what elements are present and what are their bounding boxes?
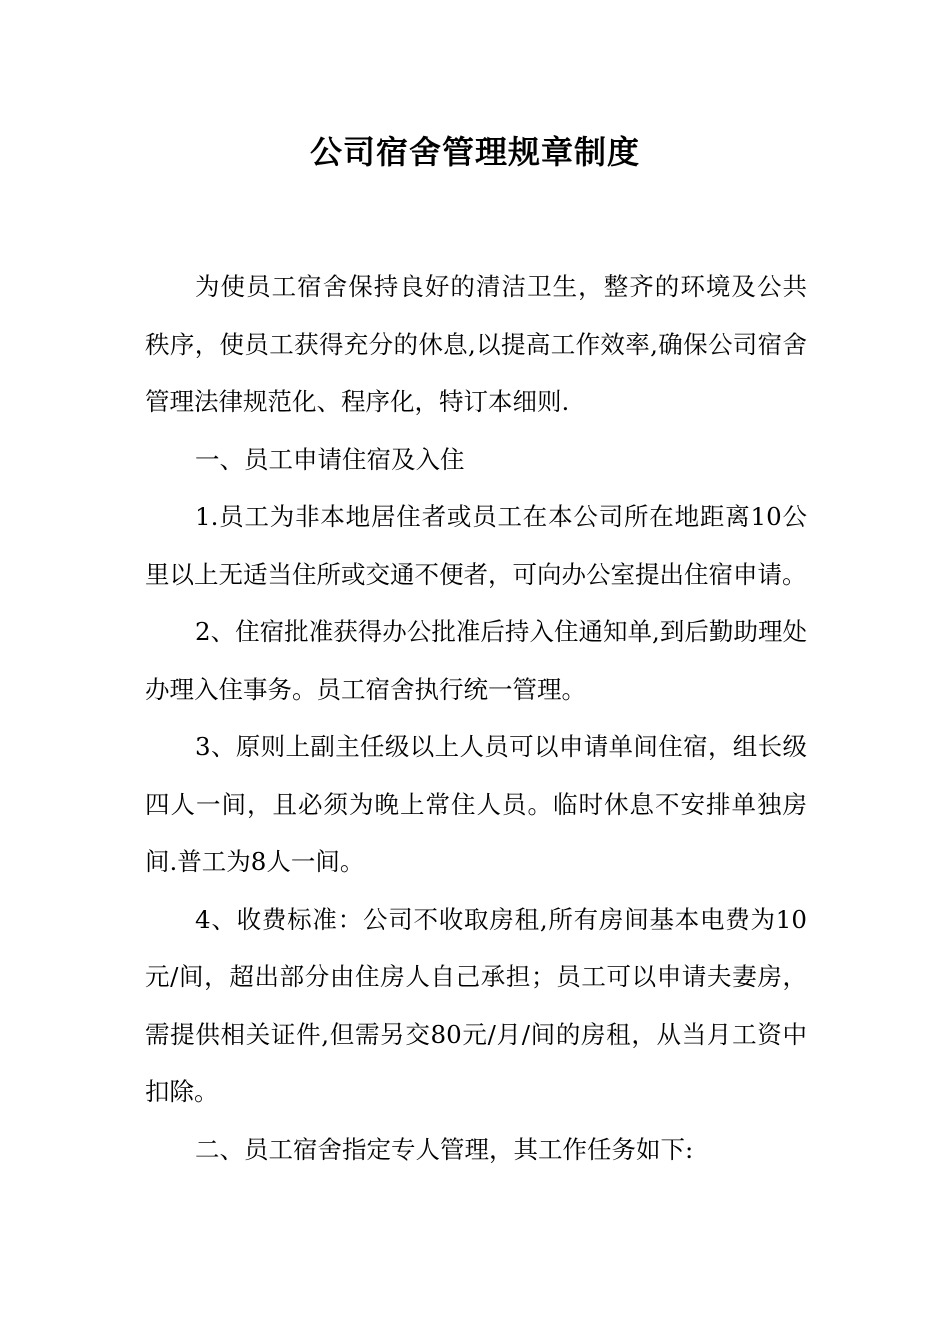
section-heading-1: 一、员工申请住宿及入住 xyxy=(195,444,465,474)
document-body xyxy=(145,258,807,1178)
clause-paragraph: 4、收费标准：公司不收取房租,所有房间基本电费为10元/间，超出部分由住房人自己承担；员工可以申请夫妻房，需提供相关证件,但需另交80元/月/间的房租，从当月工资中扣除。 xyxy=(145,904,807,1106)
clause-paragraph: 1.员工为非本地居住者或员工在本公司所在地距离10公里以上无适当住所或交通不便者，可向办公室提出住宿申请。 xyxy=(145,502,807,589)
section-heading-2: 二、员工宿舍指定专人管理，其工作任务如下: xyxy=(195,1134,694,1164)
document-title: 公司宿舍管理规章制度 xyxy=(309,133,640,171)
intro-paragraph: 为使员工宿舍保持良好的清洁卫生，整齐的环境及公共秩序，使员工获得充分的休息,以提高工作效率,确保公司宿舍管理法律规范化、程序化，特订本细则. xyxy=(145,272,807,416)
clause-paragraph: 2、住宿批准获得办公批准后持入住通知单,到后勤助理处办理入住事务。员工宿舍执行统一管理。 xyxy=(145,617,807,704)
clause-paragraph: 3、原则上副主任级以上人员可以申请单间住宿，组长级四人一间，且必须为晚上常住人员。临时休息不安排单独房间.普工为8人一间。 xyxy=(145,732,807,876)
